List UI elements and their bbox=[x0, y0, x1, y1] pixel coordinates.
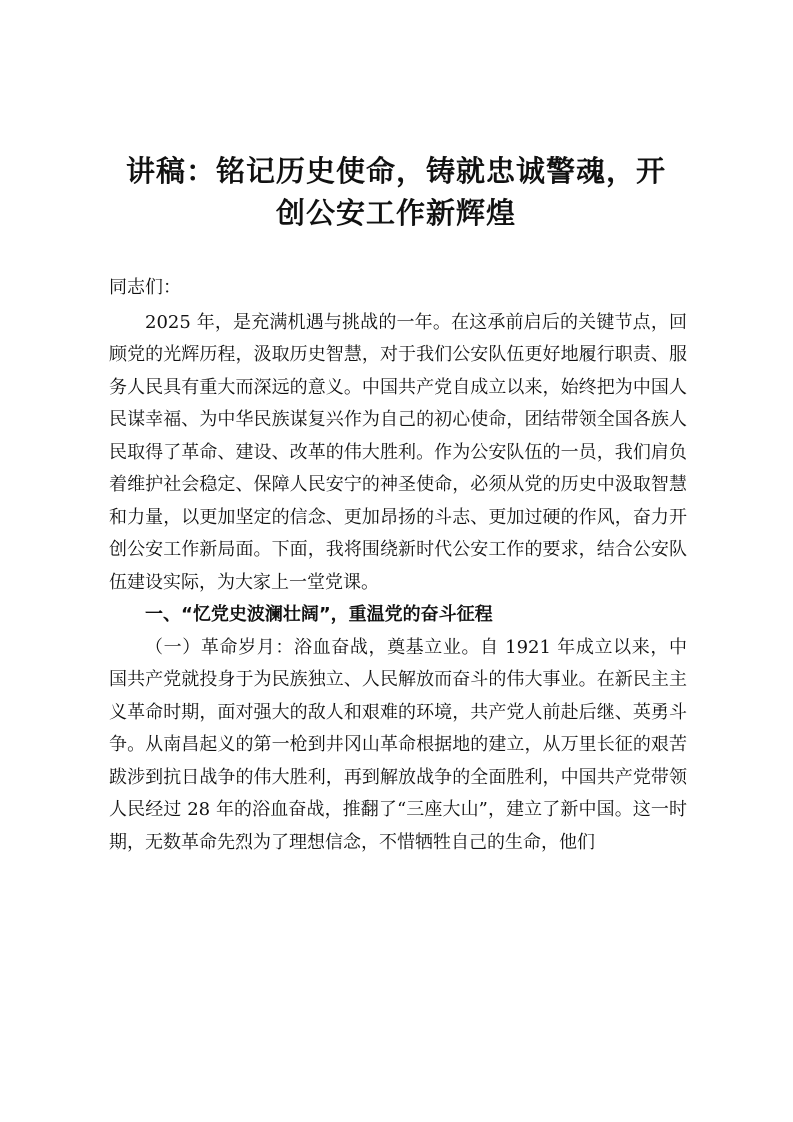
greeting: 同志们： bbox=[109, 277, 181, 298]
section-heading-1: 一、“忆党史波澜壮阔”，重温党的奋斗征程 bbox=[145, 604, 493, 625]
title-line-2: 创公安工作新辉煌 bbox=[275, 196, 516, 230]
document-body bbox=[109, 272, 687, 859]
paragraph-revolution: （一）革命岁月：浴血奋战，奠基立业。自 1921 年成立以来，中国共产党就投身于为民族独立、人民解放而奋斗的伟大事业。在新民主主义革命时期，面对强大的敌人和艰难的环境，共产党人前赴后继、英勇斗争。从南昌起义的第一枪到井冈山革命根据地的建立，从万里长征的艰苦跋涉到抗日战争的伟大胜利，再到解放战争的全面胜利，中国共产党带领人民经过 28 年的浴血奋战，推翻了“三座大山”，建立了新中国。这一时期，无数革命先烈为了理想信念，不惜牺牲自己的生命，他们 bbox=[109, 636, 687, 853]
document-title bbox=[100, 150, 692, 234]
title-line-1: 讲稿：铭记历史使命，铸就忠诚警魂，开 bbox=[125, 154, 666, 188]
paragraph-intro: 2025 年，是充满机遇与挑战的一年。在这承前启后的关键节点，回顾党的光辉历程，汲取历史智慧，对于我们公安队伍更好地履行职责、服务人民具有重大而深远的意义。中国共产党自成立以来，始终把为中国人民谋幸福、为中华民族谋复兴作为自己的初心使命，团结带领全国各族人民取得了革命、建设、改革的伟大胜利。作为公安队伍的一员，我们肩负着维护社会稳定、保障人民安宁的神圣使命，必须从党的历史中汲取智慧和力量，以更加坚定的信念、更加昂扬的斗志、更加过硬的作风，奋力开创公安工作新局面。下面，我将围绕新时代公安工作的要求，结合公安队伍建设实际，为大家上一堂党课。 bbox=[109, 311, 687, 593]
